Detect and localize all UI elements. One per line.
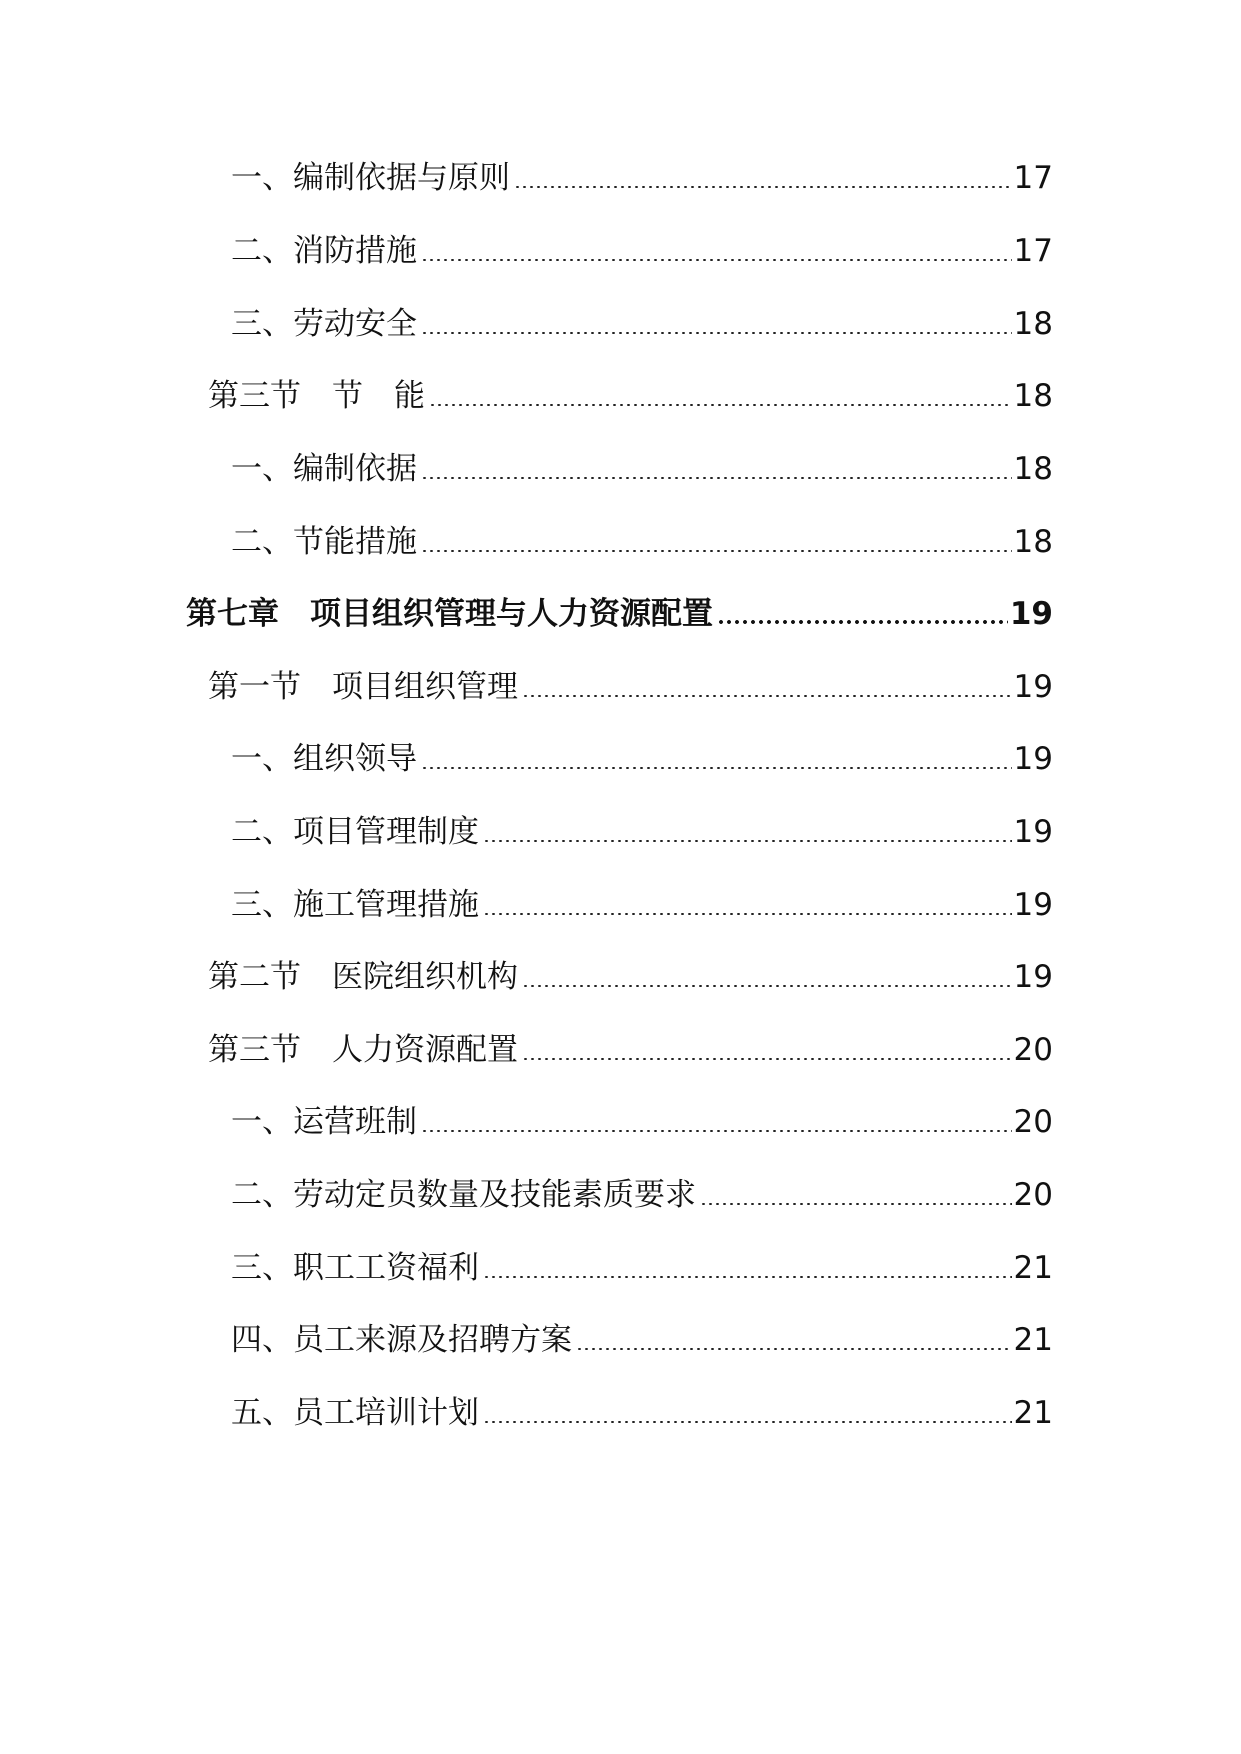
toc-entry[interactable] <box>231 294 1053 344</box>
toc-dot-leader <box>717 620 1008 624</box>
toc-dot-leader <box>522 1058 1012 1060</box>
toc-dot-leader <box>483 1421 1012 1423</box>
toc-dot-leader <box>522 985 1012 987</box>
toc-entry-title: 第三节 人力资源配置 <box>208 1032 518 1068</box>
toc-entry-title: 二、节能措施 <box>231 524 417 560</box>
toc-entry[interactable] <box>231 1165 1053 1215</box>
toc-entry-page-number: 19 <box>1013 887 1053 923</box>
toc-entry-page-number: 21 <box>1013 1250 1053 1286</box>
toc-dot-leader <box>421 477 1012 479</box>
toc-entry-page-number: 19 <box>1013 741 1053 777</box>
toc-dot-leader <box>421 550 1012 552</box>
toc-entry-title: 一、编制依据与原则 <box>231 160 510 196</box>
toc-entry-page-number: 20 <box>1013 1104 1053 1140</box>
toc-entry-title: 一、组织领导 <box>231 741 417 777</box>
toc-entry[interactable] <box>231 1383 1053 1433</box>
toc-entry-page-number: 18 <box>1013 306 1053 342</box>
toc-entry-page-number: 20 <box>1013 1032 1053 1068</box>
toc-entry[interactable] <box>231 875 1053 925</box>
toc-entry-page-number: 17 <box>1013 233 1053 269</box>
toc-chapter-entry[interactable] <box>186 584 1053 634</box>
toc-section-entry[interactable] <box>208 366 1053 416</box>
toc-dot-leader <box>514 186 1012 188</box>
toc-entry-title: 三、职工工资福利 <box>231 1250 479 1286</box>
toc-entry-page-number: 19 <box>1009 596 1053 632</box>
toc-dot-leader <box>421 767 1012 769</box>
toc-entry-page-number: 18 <box>1013 451 1053 487</box>
toc-entry-title: 三、劳动安全 <box>231 306 417 342</box>
toc-section-entry[interactable] <box>208 657 1053 707</box>
toc-dot-leader <box>522 695 1012 697</box>
toc-entry-title: 第二节 医院组织机构 <box>208 959 518 995</box>
toc-entry-page-number: 19 <box>1013 959 1053 995</box>
toc-entry-page-number: 19 <box>1013 814 1053 850</box>
toc-dot-leader <box>576 1348 1012 1350</box>
toc-section-entry[interactable] <box>208 947 1053 997</box>
toc-entry-page-number: 20 <box>1013 1177 1053 1213</box>
toc-entry[interactable] <box>231 802 1053 852</box>
toc-entry-title: 第三节 节 能 <box>208 378 425 414</box>
toc-entry-page-number: 18 <box>1013 378 1053 414</box>
toc-entry-page-number: 21 <box>1013 1322 1053 1358</box>
toc-dot-leader <box>429 404 1012 406</box>
toc-entry-title: 二、项目管理制度 <box>231 814 479 850</box>
toc-entry[interactable] <box>231 1092 1053 1142</box>
toc-entry[interactable] <box>231 439 1053 489</box>
toc-dot-leader <box>421 332 1012 334</box>
toc-dot-leader <box>483 913 1012 915</box>
toc-entry-title: 一、编制依据 <box>231 451 417 487</box>
toc-entry[interactable] <box>231 1310 1053 1360</box>
toc-entry-title: 五、员工培训计划 <box>231 1395 479 1431</box>
toc-entry-title: 三、施工管理措施 <box>231 887 479 923</box>
toc-entry-page-number: 18 <box>1013 524 1053 560</box>
toc-entry-title: 四、员工来源及招聘方案 <box>231 1322 572 1358</box>
toc-dot-leader <box>483 1276 1012 1278</box>
toc-section-entry[interactable] <box>208 1020 1053 1070</box>
toc-entry-title: 一、运营班制 <box>231 1104 417 1140</box>
toc-dot-leader <box>483 840 1012 842</box>
toc-dot-leader <box>421 1130 1012 1132</box>
toc-entry-title: 二、消防措施 <box>231 233 417 269</box>
toc-dot-leader <box>700 1203 1012 1205</box>
toc-entry-page-number: 19 <box>1013 669 1053 705</box>
toc-dot-leader <box>421 259 1012 261</box>
toc-entry-title: 第一节 项目组织管理 <box>208 669 518 705</box>
toc-entry[interactable] <box>231 512 1053 562</box>
toc-entry[interactable] <box>231 729 1053 779</box>
toc-entry-page-number: 17 <box>1013 160 1053 196</box>
toc-entry[interactable] <box>231 148 1053 198</box>
toc-entry-page-number: 21 <box>1013 1395 1053 1431</box>
toc-entry-title: 第七章 项目组织管理与人力资源配置 <box>186 596 713 632</box>
toc-entry-title: 二、劳动定员数量及技能素质要求 <box>231 1177 696 1213</box>
toc-entry[interactable] <box>231 1238 1053 1288</box>
toc-entry[interactable] <box>231 221 1053 271</box>
